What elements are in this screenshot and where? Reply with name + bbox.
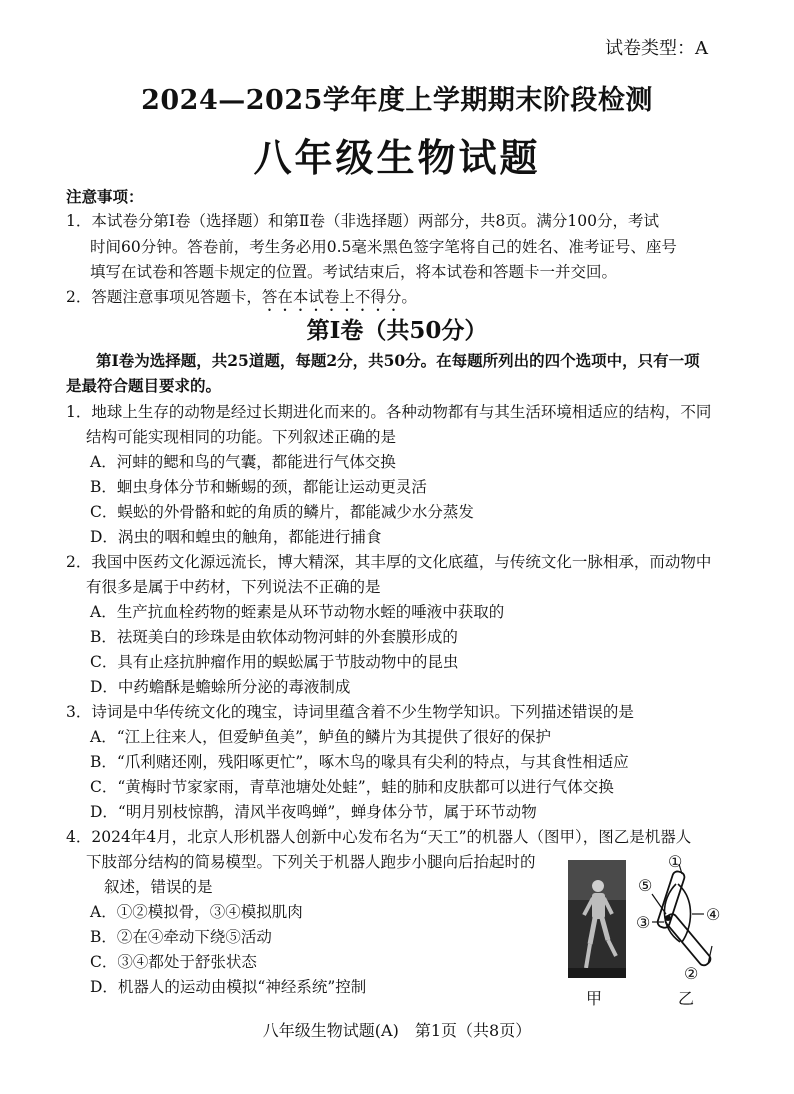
notice-heading: 注意事项： (66, 187, 144, 206)
q4-option-b: B．②在④牵动下绕⑤活动 (90, 928, 272, 946)
q2-option-c: C．具有止痉抗肿瘤作用的蜈蚣属于节肢动物中的昆虫 (90, 653, 459, 671)
q2-stem-line1: 2．我国中医药文化源远流长，博大精深，其丰厚的文化底蕴，与传统文化一脉相承，而动物中 (66, 553, 712, 571)
q3-option-a: A．“江上往来人，但爱鲈鱼美”，鲈鱼的鳞片为其提供了很好的保护 (90, 728, 552, 746)
q1-stem-line2: 结构可能实现相同的功能。下列叙述正确的是 (86, 428, 397, 446)
q3-option-c: C．“黄梅时节家家雨，青草池塘处处蛙”，蛙的肺和皮肤都可以进行气体交换 (90, 778, 614, 796)
q4-stem-line3: 叙述，错误的是 (104, 878, 213, 896)
robot-photo (568, 860, 626, 978)
exam-title: 2024—2025学年度上学期期末阶段检测 (141, 85, 653, 116)
q1-stem-line1: 1．地球上生存的动物是经过长期进化而来的。各种动物都有与其生活环境相适应的结构，不同 (66, 403, 712, 421)
notice-item1-line3: 填写在试卷和答题卡规定的位置。考试结束后，将本试卷和答题卡一并交回。 (90, 263, 618, 281)
q2-option-b: B．祛斑美白的珍珠是由软体动物河蚌的外套膜形成的 (90, 628, 458, 646)
q1-option-c: C．蜈蚣的外骨骼和蛇的角质的鳞片，都能减少水分蒸发 (90, 503, 474, 521)
q3-stem-line1: 3．诗词是中华传统文化的瑰宝，诗词里蕴含着不少生物学知识。下列描述错误的是 (66, 703, 634, 721)
q1-option-d: D．涡虫的咽和蝗虫的触角，都能进行捕食 (90, 528, 382, 546)
page-footer: 八年级生物试题(A) 第1页（共8页） (262, 1021, 532, 1040)
paper-type: 试卷类型：A (605, 38, 708, 59)
marker-2: ② (684, 964, 699, 983)
section-intro-line1: 第Ⅰ卷为选择题，共25道题，每题2分，共50分。在每题所列出的四个选项中，只有一项 (96, 351, 700, 370)
q4-stem-line2: 下肢部分结构的简易模型。下列关于机器人跑步小腿向后抬起时的 (86, 853, 536, 871)
notice-item1-line1: 1．本试卷分第Ⅰ卷（选择题）和第Ⅱ卷（非选择题）两部分，共8页。满分100分，考试 (66, 212, 659, 230)
notice-item2-suffix: 。 (401, 288, 417, 306)
q4-stem-line1: 4．2024年4月，北京人形机器人创新中心发布名为“天工”的机器人（图甲），图乙是机器人 (66, 828, 692, 846)
notice-item2 (66, 284, 417, 315)
q3-option-b: B．“爪利赌还刚，残阳啄更忙”，啄木鸟的喙具有尖利的特点，与其食性相适应 (90, 753, 629, 771)
notice-item1-line2: 时间60分钟。答卷前，考生务必用0.5毫米黑色签字笔将自己的姓名、准考证号、座号 (90, 238, 677, 256)
q3-option-d: D．“明月别枝惊鹊，清风半夜鸣蝉”，蝉身体分节，属于环节动物 (90, 803, 537, 821)
q2-stem-line2: 有很多是属于中药材，下列说法不正确的是 (86, 578, 381, 596)
marker-4: ④ (706, 905, 721, 924)
upper-bone-shape (656, 870, 685, 929)
subject-title: 八年级生物试题 (253, 135, 541, 180)
notice-item2-prefix: 2．答题注意事项见答题卡， (66, 288, 262, 306)
marker-1: ① (668, 852, 683, 871)
q4-option-a: A．①②模拟骨，③④模拟肌肉 (90, 903, 303, 921)
q1-option-b: B．蛔虫身体分节和蜥蜴的颈，都能让运动更灵活 (90, 478, 427, 496)
notice-item2-emphasis: 答在本试卷上不得分 (261, 288, 402, 306)
robot-silhouette-icon (568, 860, 626, 978)
marker-5: ⑤ (638, 876, 653, 895)
figure-jia-label: 甲 (586, 989, 603, 1008)
q1-option-a: A．河蚌的鳃和鸟的气囊，都能进行气体交换 (90, 453, 396, 471)
q2-option-a: A．生产抗血栓药物的蛭素是从环节动物水蛭的唾液中获取的 (90, 603, 505, 621)
section-title: 第Ⅰ卷（共50分） (306, 317, 488, 344)
marker-3: ③ (636, 913, 651, 932)
q2-option-d: D．中药蟾酥是蟾蜍所分泌的毒液制成 (90, 678, 351, 696)
q4-option-d: D．机器人的运动由模拟“神经系统”控制 (90, 978, 367, 996)
section-intro-line2: 是最符合题目要求的。 (66, 376, 222, 395)
q4-option-c: C．③④都处于舒张状态 (90, 953, 257, 971)
figure-yi-label: 乙 (678, 989, 695, 1008)
